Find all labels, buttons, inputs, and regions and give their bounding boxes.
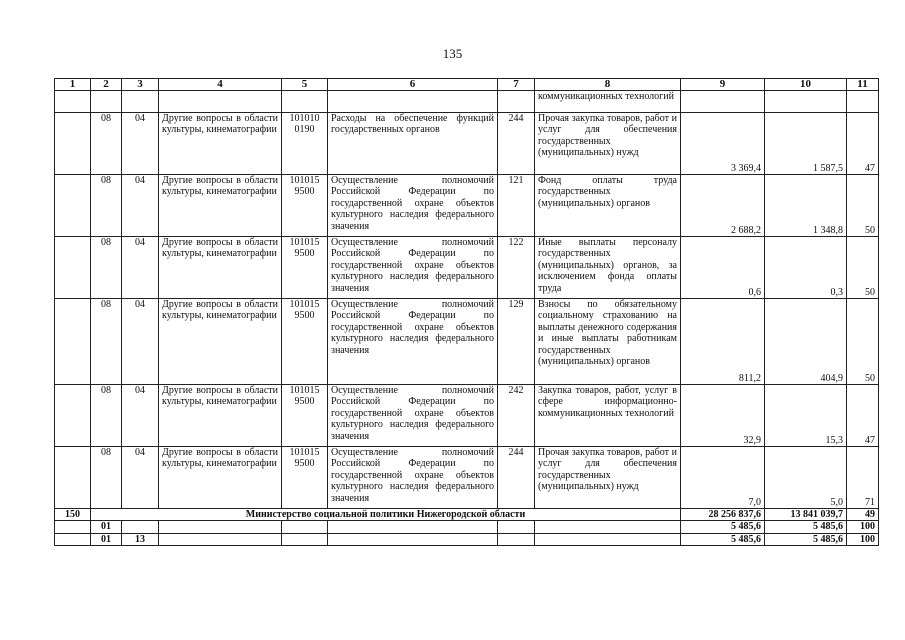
table-cell-col-7: 122 — [498, 237, 535, 299]
table-cell-col-9: 811,2 — [681, 299, 765, 385]
table-cell-col-2: 08 — [91, 299, 122, 385]
table-cell-col-8: Фонд оплаты труда государственных (муниципальных) органов — [535, 175, 681, 237]
ministry-actual: 13 841 039,7 — [765, 509, 847, 521]
table-cell-col-2: 08 — [91, 113, 122, 175]
table-cell-col-3: 04 — [122, 447, 159, 509]
table-cell-col-2: 08 — [91, 237, 122, 299]
header-cell: 2 — [91, 79, 122, 91]
table-row — [55, 175, 879, 237]
table-row — [55, 385, 879, 447]
table-cell-col-9: 0,6 — [681, 237, 765, 299]
table-cell-col-1 — [55, 237, 91, 299]
table-cell-col-4: Другие вопросы в области культуры, кинематографии — [159, 237, 282, 299]
table-cell-col-8: Прочая закупка товаров, работ и услуг для обеспечения государственных (муниципальных) нужд — [535, 113, 681, 175]
table-cell-col-7 — [498, 91, 535, 113]
table-cell-col-6 — [328, 521, 498, 533]
table-cell-col-4: Другие вопросы в области культуры, кинематографии — [159, 175, 282, 237]
table-cell-col-4: Другие вопросы в области культуры, кинематографии — [159, 113, 282, 175]
section-code: 01 — [91, 521, 122, 533]
table-cell-col-1 — [55, 385, 91, 447]
table-cell-col-5: 101015 9500 — [282, 299, 328, 385]
ministry-title: Министерство социальной политики Нижегородской области — [91, 509, 681, 521]
table-cell-col-11: 47 — [847, 113, 879, 175]
header-cell: 3 — [122, 79, 159, 91]
table-cell-col-5: 101015 9500 — [282, 175, 328, 237]
table-cell-col-10: 0,3 — [765, 237, 847, 299]
header-row — [55, 79, 879, 91]
subtotal-actual: 5 485,6 — [765, 533, 847, 545]
subtotal-percent: 100 — [847, 521, 879, 533]
table-cell-col-4 — [159, 521, 282, 533]
table-row — [55, 91, 879, 113]
table-cell-col-5 — [282, 91, 328, 113]
table-cell-col-7: 242 — [498, 385, 535, 447]
table-cell-col-3: 04 — [122, 113, 159, 175]
table-cell-col-5: 101015 9500 — [282, 237, 328, 299]
table-cell-col-6: Осуществление полномочий Российской Федерации по государственной охране объектов культурного наследия федерального значения — [328, 175, 498, 237]
table-cell-col-7: 121 — [498, 175, 535, 237]
table-cell-col-9 — [681, 91, 765, 113]
subsection-code: 13 — [122, 533, 159, 545]
table-cell-col-9: 7,0 — [681, 447, 765, 509]
table-cell-col-11: 50 — [847, 237, 879, 299]
table-cell-col-8: коммуникационных технологий — [535, 91, 681, 113]
table-row — [55, 237, 879, 299]
table-cell-col-7: 244 — [498, 113, 535, 175]
table-cell-col-2: 08 — [91, 385, 122, 447]
table-cell-col-1 — [55, 521, 91, 533]
page-number: 135 — [442, 46, 463, 61]
table-cell-col-5 — [282, 533, 328, 545]
table-cell-col-5: 101015 9500 — [282, 447, 328, 509]
section-code: 01 — [91, 533, 122, 545]
table-cell-col-4: Другие вопросы в области культуры, кинематографии — [159, 447, 282, 509]
table-cell-col-2: 08 — [91, 175, 122, 237]
table-cell-col-1 — [55, 113, 91, 175]
ministry-row — [55, 509, 879, 521]
table-cell-col-11: 50 — [847, 175, 879, 237]
table-cell-col-4 — [159, 533, 282, 545]
table-cell-col-9: 2 688,2 — [681, 175, 765, 237]
table-cell-col-1 — [55, 447, 91, 509]
ministry-percent: 49 — [847, 509, 879, 521]
table-cell-col-1 — [55, 91, 91, 113]
table-cell-col-9: 32,9 — [681, 385, 765, 447]
budget-table — [54, 78, 879, 546]
table-cell-col-3: 04 — [122, 175, 159, 237]
table-cell-col-7: 129 — [498, 299, 535, 385]
table-cell-col-6: Осуществление полномочий Российской Федерации по государственной охране объектов культурного наследия федерального значения — [328, 299, 498, 385]
table-cell-col-8 — [535, 533, 681, 545]
subtotal-actual: 5 485,6 — [765, 521, 847, 533]
table-cell-col-3: 04 — [122, 237, 159, 299]
table-cell-col-11: 50 — [847, 299, 879, 385]
table-cell-col-5: 101010 0190 — [282, 113, 328, 175]
table-cell-col-7 — [498, 521, 535, 533]
header-cell: 8 — [535, 79, 681, 91]
table-cell-col-5 — [282, 521, 328, 533]
table-cell-col-6: Осуществление полномочий Российской Федерации по государственной охране объектов культурного наследия федерального значения — [328, 385, 498, 447]
table-cell-col-9: 3 369,4 — [681, 113, 765, 175]
header-cell: 9 — [681, 79, 765, 91]
table-cell-col-7 — [498, 533, 535, 545]
table-cell-col-1 — [55, 175, 91, 237]
header-cell: 4 — [159, 79, 282, 91]
table-cell-col-7: 244 — [498, 447, 535, 509]
table-cell-col-3 — [122, 91, 159, 113]
table-cell-col-8: Закупка товаров, работ, услуг в сфере информационно-коммуникационных технологий — [535, 385, 681, 447]
table-cell-col-1 — [55, 533, 91, 545]
header-cell: 10 — [765, 79, 847, 91]
table-row — [55, 447, 879, 509]
table-cell-col-3: 04 — [122, 385, 159, 447]
subtotal-row — [55, 521, 879, 533]
table-cell-col-8: Прочая закупка товаров, работ и услуг для обеспечения государственных (муниципальных) нужд — [535, 447, 681, 509]
header-cell: 6 — [328, 79, 498, 91]
table-cell-col-3: 04 — [122, 299, 159, 385]
table-cell-col-2: 08 — [91, 447, 122, 509]
table-cell-col-8: Иные выплаты персоналу государственных (муниципальных) органов, за исключением фонда оплаты труда — [535, 237, 681, 299]
table-cell-col-4: Другие вопросы в области культуры, кинематографии — [159, 385, 282, 447]
table-cell-col-1 — [55, 299, 91, 385]
table-cell-col-2 — [91, 91, 122, 113]
table-cell-col-5: 101015 9500 — [282, 385, 328, 447]
subtotal-plan: 5 485,6 — [681, 533, 765, 545]
table-cell-col-11: 47 — [847, 385, 879, 447]
table-cell-col-10: 1 587,5 — [765, 113, 847, 175]
header-cell: 11 — [847, 79, 879, 91]
table-cell-col-4 — [159, 91, 282, 113]
table-cell-col-10 — [765, 91, 847, 113]
table-cell-col-6: Расходы на обеспечение функций государственных органов — [328, 113, 498, 175]
table-cell-col-10: 1 348,8 — [765, 175, 847, 237]
subtotal-row — [55, 533, 879, 545]
table-cell-col-10: 15,3 — [765, 385, 847, 447]
table-cell-col-10: 5,0 — [765, 447, 847, 509]
table-row — [55, 113, 879, 175]
header-cell: 7 — [498, 79, 535, 91]
table-cell-col-8: Взносы по обязательному социальному страхованию на выплаты денежного содержания и иные выплаты работникам государственных (муниципальных) органов — [535, 299, 681, 385]
subtotal-percent: 100 — [847, 533, 879, 545]
table-cell-col-8 — [535, 521, 681, 533]
table-cell-col-4: Другие вопросы в области культуры, кинематографии — [159, 299, 282, 385]
table-cell-col-6 — [328, 91, 498, 113]
subsection-code — [122, 521, 159, 533]
table-cell-col-6: Осуществление полномочий Российской Федерации по государственной охране объектов культурного наследия федерального значения — [328, 447, 498, 509]
ministry-plan: 28 256 837,6 — [681, 509, 765, 521]
table-cell-col-11: 71 — [847, 447, 879, 509]
table-cell-col-11 — [847, 91, 879, 113]
table-cell-col-10: 404,9 — [765, 299, 847, 385]
ministry-code: 150 — [55, 509, 91, 521]
header-cell: 5 — [282, 79, 328, 91]
table-row — [55, 299, 879, 385]
table-cell-col-6 — [328, 533, 498, 545]
table-cell-col-6: Осуществление полномочий Российской Федерации по государственной охране объектов культурного наследия федерального значения — [328, 237, 498, 299]
header-cell: 1 — [55, 79, 91, 91]
subtotal-plan: 5 485,6 — [681, 521, 765, 533]
